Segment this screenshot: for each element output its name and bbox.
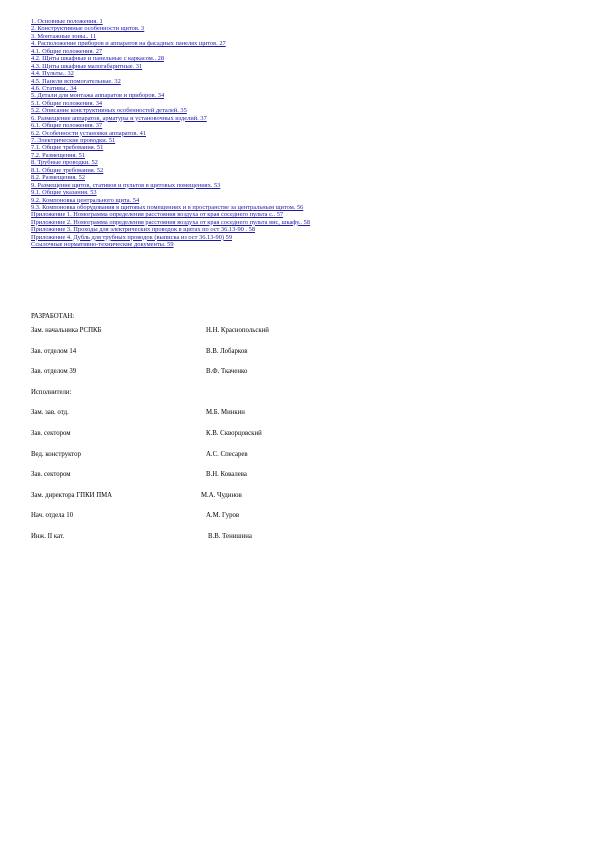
toc-entry: [31, 137, 571, 144]
staff-row: [31, 327, 551, 348]
toc-link[interactable]: 9. Размещение щитов, стативов и пультов в щитовых помещениях. 53: [31, 181, 221, 189]
toc-link[interactable]: 8.1. Общие требования. 52: [31, 166, 104, 174]
toc-entry: [31, 122, 571, 129]
toc-entry: [31, 107, 571, 114]
toc-entry: [31, 33, 571, 40]
toc-link[interactable]: 9.2. Компоновка центрального щита. 54: [31, 196, 140, 204]
staff-name: К.В. Скворцовский: [206, 429, 262, 437]
toc-entry: [31, 85, 571, 92]
staff-name: В.Н. Ковалева: [206, 471, 247, 479]
staff-name: В.Ф. Ткаченко: [206, 368, 248, 376]
toc-entry: [31, 48, 571, 55]
staff-position: Зав. отделом 14: [31, 347, 77, 355]
toc-entry: [31, 63, 571, 70]
toc-link[interactable]: 4.4. Пульты.. 32: [31, 70, 74, 78]
toc-link[interactable]: Приложение 2. Номограмма определения расстояния воздуха от края соседнего пульта вис, шкафу.. 58: [31, 218, 311, 226]
toc-link[interactable]: 2. Конструктивные особенности щитов. 3: [31, 25, 145, 33]
toc-entry: [31, 226, 571, 233]
staff-name: М.А. Чудинов: [201, 491, 242, 499]
toc-link[interactable]: Приложение 3. Проходы для электрических проводок в щитах по ост 36.13-90 . 58: [31, 226, 256, 234]
staff-position: Зав. сектором: [31, 471, 71, 479]
staff-position: Вед. конструктор: [31, 450, 81, 458]
toc-link[interactable]: 6. Размещение аппаратов, арматуры и установочных изделий. 37: [31, 114, 207, 122]
staff-row: [31, 451, 551, 472]
toc-link[interactable]: 5. Детали для монтажа аппаратов и приборов. 34: [31, 92, 165, 100]
table-of-contents: [31, 18, 571, 249]
staff-row: [31, 409, 551, 430]
toc-link[interactable]: 7.1. Общие требования. 51: [31, 144, 104, 152]
staff-position: Нач. отдела 10: [31, 512, 74, 520]
toc-link[interactable]: Приложение 4. Дубль для трубных проводок (выписка из ост 36.13-90) 59: [31, 233, 233, 241]
developed-heading: РАЗРАБОТАН:: [31, 313, 75, 320]
toc-entry: [31, 189, 571, 196]
toc-link[interactable]: 6.2. Особенности установки аппаратов. 41: [31, 129, 146, 137]
toc-entry: [31, 241, 571, 248]
toc-link[interactable]: 7.2. Размещения. 51: [31, 151, 86, 159]
staff-row: [31, 512, 551, 533]
toc-entry: [31, 167, 571, 174]
staff-name: В.В. Тенишина: [208, 532, 252, 540]
staff-row: [31, 348, 551, 369]
toc-link[interactable]: 5.1. Общие положения. 34: [31, 99, 103, 107]
staff-list: [31, 327, 551, 554]
toc-entry: [31, 130, 571, 137]
staff-position: Зам. директора ГПКИ ПМА: [31, 491, 113, 499]
toc-link[interactable]: 3. Монтажные зоны.. 11: [31, 32, 97, 40]
toc-entry: [31, 25, 571, 32]
toc-entry: [31, 70, 571, 77]
staff-position: Инж. II кат.: [31, 532, 65, 540]
toc-entry: [31, 197, 571, 204]
toc-link[interactable]: 4.3. Щиты шкафные малогабаритные. 31: [31, 62, 143, 70]
toc-entry: [31, 174, 571, 181]
toc-link[interactable]: 4. Расположение приборов и аппаратов на фасадных панелях щитов. 27: [31, 40, 226, 48]
toc-entry: [31, 219, 571, 226]
toc-link[interactable]: 6.1. Общие положения. 37: [31, 122, 103, 130]
staff-name: В.В. Лобарков: [206, 347, 248, 355]
toc-entry: [31, 92, 571, 99]
toc-link[interactable]: 4.6. Стативы.. 34: [31, 84, 77, 92]
toc-entry: [31, 55, 571, 62]
toc-entry: [31, 182, 571, 189]
toc-link[interactable]: 4.1. Общие положения. 27: [31, 47, 103, 55]
toc-entry: [31, 100, 571, 107]
toc-entry: [31, 159, 571, 166]
staff-row: [31, 492, 551, 513]
staff-position: Зав. сектором: [31, 429, 71, 437]
staff-row: [31, 389, 551, 410]
staff-position: Зам. зав. отд.: [31, 409, 69, 417]
toc-entry: [31, 152, 571, 159]
toc-entry: [31, 18, 571, 25]
toc-entry: [31, 234, 571, 241]
toc-link[interactable]: 8.2. Размещения. 52: [31, 174, 86, 182]
toc-entry: [31, 204, 571, 211]
toc-entry: [31, 115, 571, 122]
toc-link[interactable]: 5.2. Описание конструктивных особенностей деталей. 35: [31, 107, 187, 115]
staff-row: [31, 368, 551, 389]
toc-link[interactable]: 8. Трубные проводки. 52: [31, 159, 98, 167]
staff-position: Исполнители:: [31, 388, 72, 396]
toc-link[interactable]: 4.5. Панели вспомогательные. 32: [31, 77, 121, 85]
staff-position: Зам. начальника РСПКБ: [31, 327, 102, 334]
staff-name: А.С. Спесарев: [206, 450, 248, 458]
toc-link[interactable]: 1. Основные положения. 1: [31, 18, 103, 25]
toc-entry: [31, 211, 571, 218]
toc-link[interactable]: 4.2. Щиты шкафные и панельные с каркасом.. 28: [31, 55, 165, 63]
toc-link[interactable]: 9.3. Компоновка оборудования в щитовых помещениях и в пространстве за центральным щитом. 56: [31, 203, 304, 211]
staff-row: [31, 471, 551, 492]
toc-link[interactable]: Ссылочные нормативно-технические документы. 59: [31, 241, 174, 249]
toc-entry: [31, 78, 571, 85]
staff-name: Н.Н. Краснопольский: [206, 327, 269, 334]
toc-link[interactable]: 9.1. Общие указания. 53: [31, 189, 97, 197]
toc-entry: [31, 40, 571, 47]
staff-row: [31, 430, 551, 451]
staff-name: М.Б. Минкин: [206, 409, 245, 417]
staff-name: А.М. Гуров: [206, 512, 240, 520]
toc-entry: [31, 144, 571, 151]
staff-position: Зав. отделом 39: [31, 368, 77, 376]
toc-link[interactable]: 7. Электрические проводки. 51: [31, 137, 116, 144]
staff-row: [31, 533, 551, 554]
toc-link[interactable]: Приложение 1. Номограмма определения расстояния воздуха от края соседнего пульта с.. 57: [31, 211, 284, 219]
